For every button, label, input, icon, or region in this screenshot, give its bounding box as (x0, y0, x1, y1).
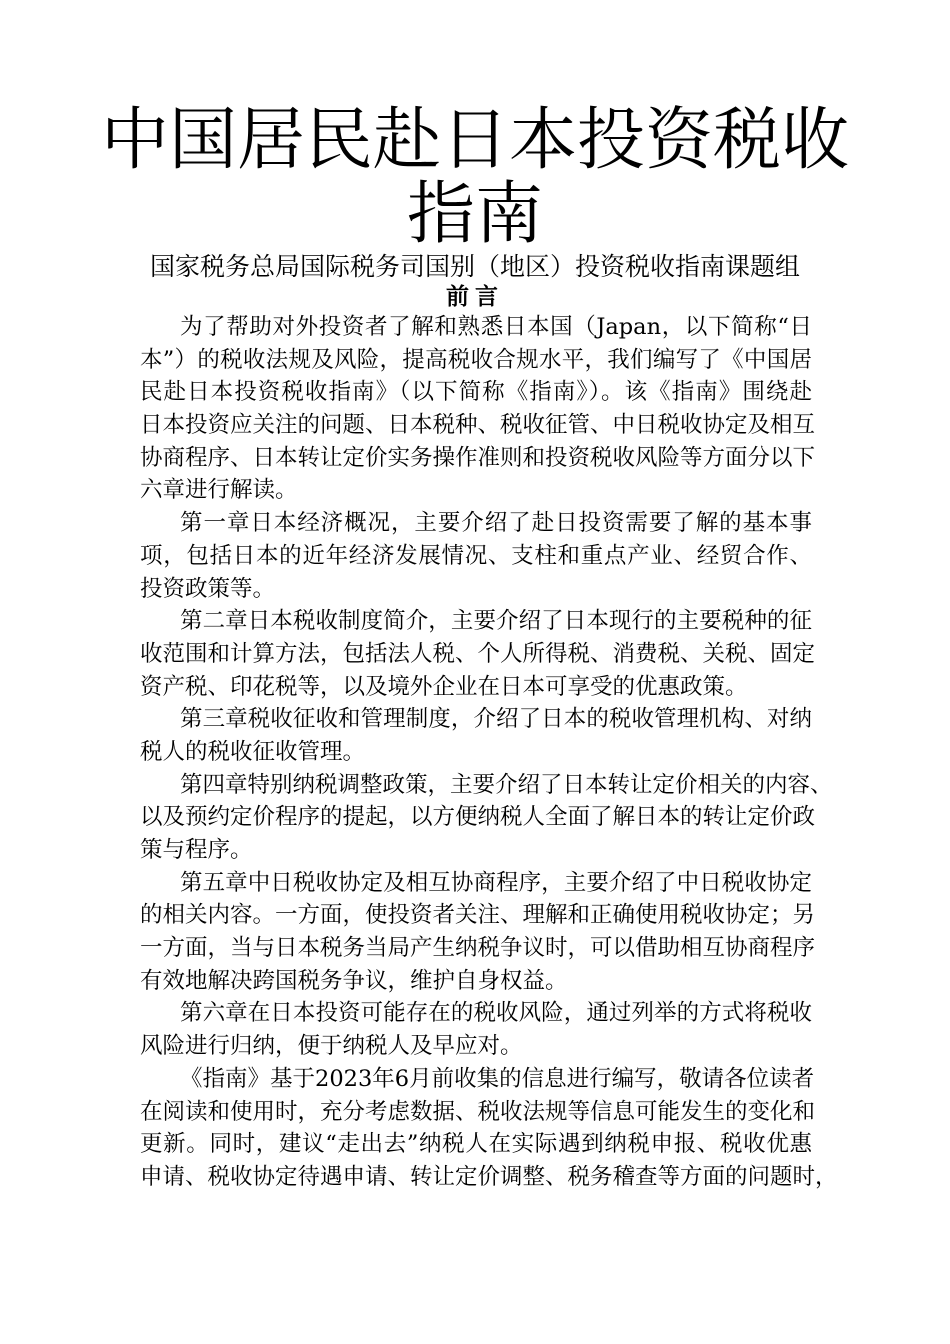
paragraph (140, 1063, 838, 1194)
paragraph-line: 第六章在日本投资可能存在的税收风险，通过列举的方式将税收 (180, 1000, 812, 1027)
paragraph-line: 《指南》基于2023年6月前收集的信息进行编写，敬请各位读者 (180, 1065, 815, 1092)
paragraph-line: 有效地解决跨国税务争议，维护自身权益。 (140, 967, 568, 994)
paragraph-line: 风险进行归纳，便于纳税人及早应对。 (140, 1033, 523, 1060)
paragraph-line: 投资政策等。 (140, 575, 276, 602)
paragraph-line: 更新。同时，建议“走出去”纳税人在实际遇到纳税申报、税收优惠 (140, 1131, 812, 1158)
paragraph-line: 六章进行解读。 (140, 477, 298, 504)
paragraph (140, 867, 816, 998)
paragraph (140, 997, 812, 1062)
paragraph-line: 第五章中日税收协定及相互协商程序，主要介绍了中日税收协定 (180, 869, 812, 896)
paragraph-line: 为了帮助对外投资者了解和熟悉日本国（Japan，以下简称“日 (180, 314, 812, 340)
paragraph-line: 的相关内容。一方面，使投资者关注、理解和正确使用税收协定；另 (140, 902, 816, 929)
document-title-line-1: 中国居民赴日本投资税收 (100, 101, 849, 180)
paragraph (140, 703, 812, 768)
paragraph-line: 第一章日本经济概况，主要介绍了赴日投资需要了解的基本事 (180, 510, 812, 537)
paragraph-line: 第三章税收征收和管理制度，介绍了日本的税收管理机构、对纳 (180, 706, 812, 733)
paragraph-line: 第四章特别纳税调整政策，主要介绍了日本转让定价相关的内容、 (180, 771, 833, 798)
document-title-line-2: 指南 (406, 175, 543, 254)
paragraph-line: 第二章日本税收制度简介，主要介绍了日本现行的主要税种的征 (180, 608, 812, 635)
paragraph (140, 311, 816, 507)
paragraph-line: 以及预约定价程序的提起，以方便纳税人全面了解日本的转让定价政 (140, 804, 816, 831)
paragraph-line: 项，包括日本的近年经济发展情况、支柱和重点产业、经贸合作、 (140, 542, 812, 569)
paragraph (140, 769, 833, 867)
paragraph-line: 申请、税收协定待遇申请、转让定价调整、税务稽查等方面的问题时， (140, 1163, 838, 1190)
paragraph-line: 民赴日本投资税收指南》（以下简称《指南》）。该《指南》围绕赴 (140, 379, 812, 406)
paragraph-line: 税人的税收征收管理。 (140, 738, 366, 765)
paragraph-line: 收范围和计算方法，包括法人税、个人所得税、消费税、关税、固定 (140, 640, 816, 667)
paragraph-line: 日本投资应关注的问题、日本税种、税收征管、中日税收协定及相互 (140, 412, 816, 439)
paragraph-line: 本”）的税收法规及风险，提高税收合规水平，我们编写了《中国居 (140, 346, 812, 373)
paragraph-line: 在阅读和使用时，充分考虑数据、税收法规等信息可能发生的变化和 (140, 1098, 816, 1125)
paragraph-line: 资产税、印花税等，以及境外企业在日本可享受的优惠政策。 (140, 673, 748, 700)
paragraph-line: 一方面，当与日本税务当局产生纳税争议时，可以借助相互协商程序 (140, 935, 816, 962)
document-body (140, 311, 838, 1194)
document-subtitle: 国家税务总局国际税务司国别（地区）投资税收指南课题组 (149, 252, 800, 281)
preface-heading: 前言 (446, 284, 504, 310)
paragraph-line: 策与程序。 (140, 837, 253, 863)
paragraph (140, 605, 816, 703)
paragraph-line: 协商程序、日本转让定价实务操作准则和投资税收风险等方面分以下 (140, 444, 816, 471)
paragraph (140, 507, 812, 605)
